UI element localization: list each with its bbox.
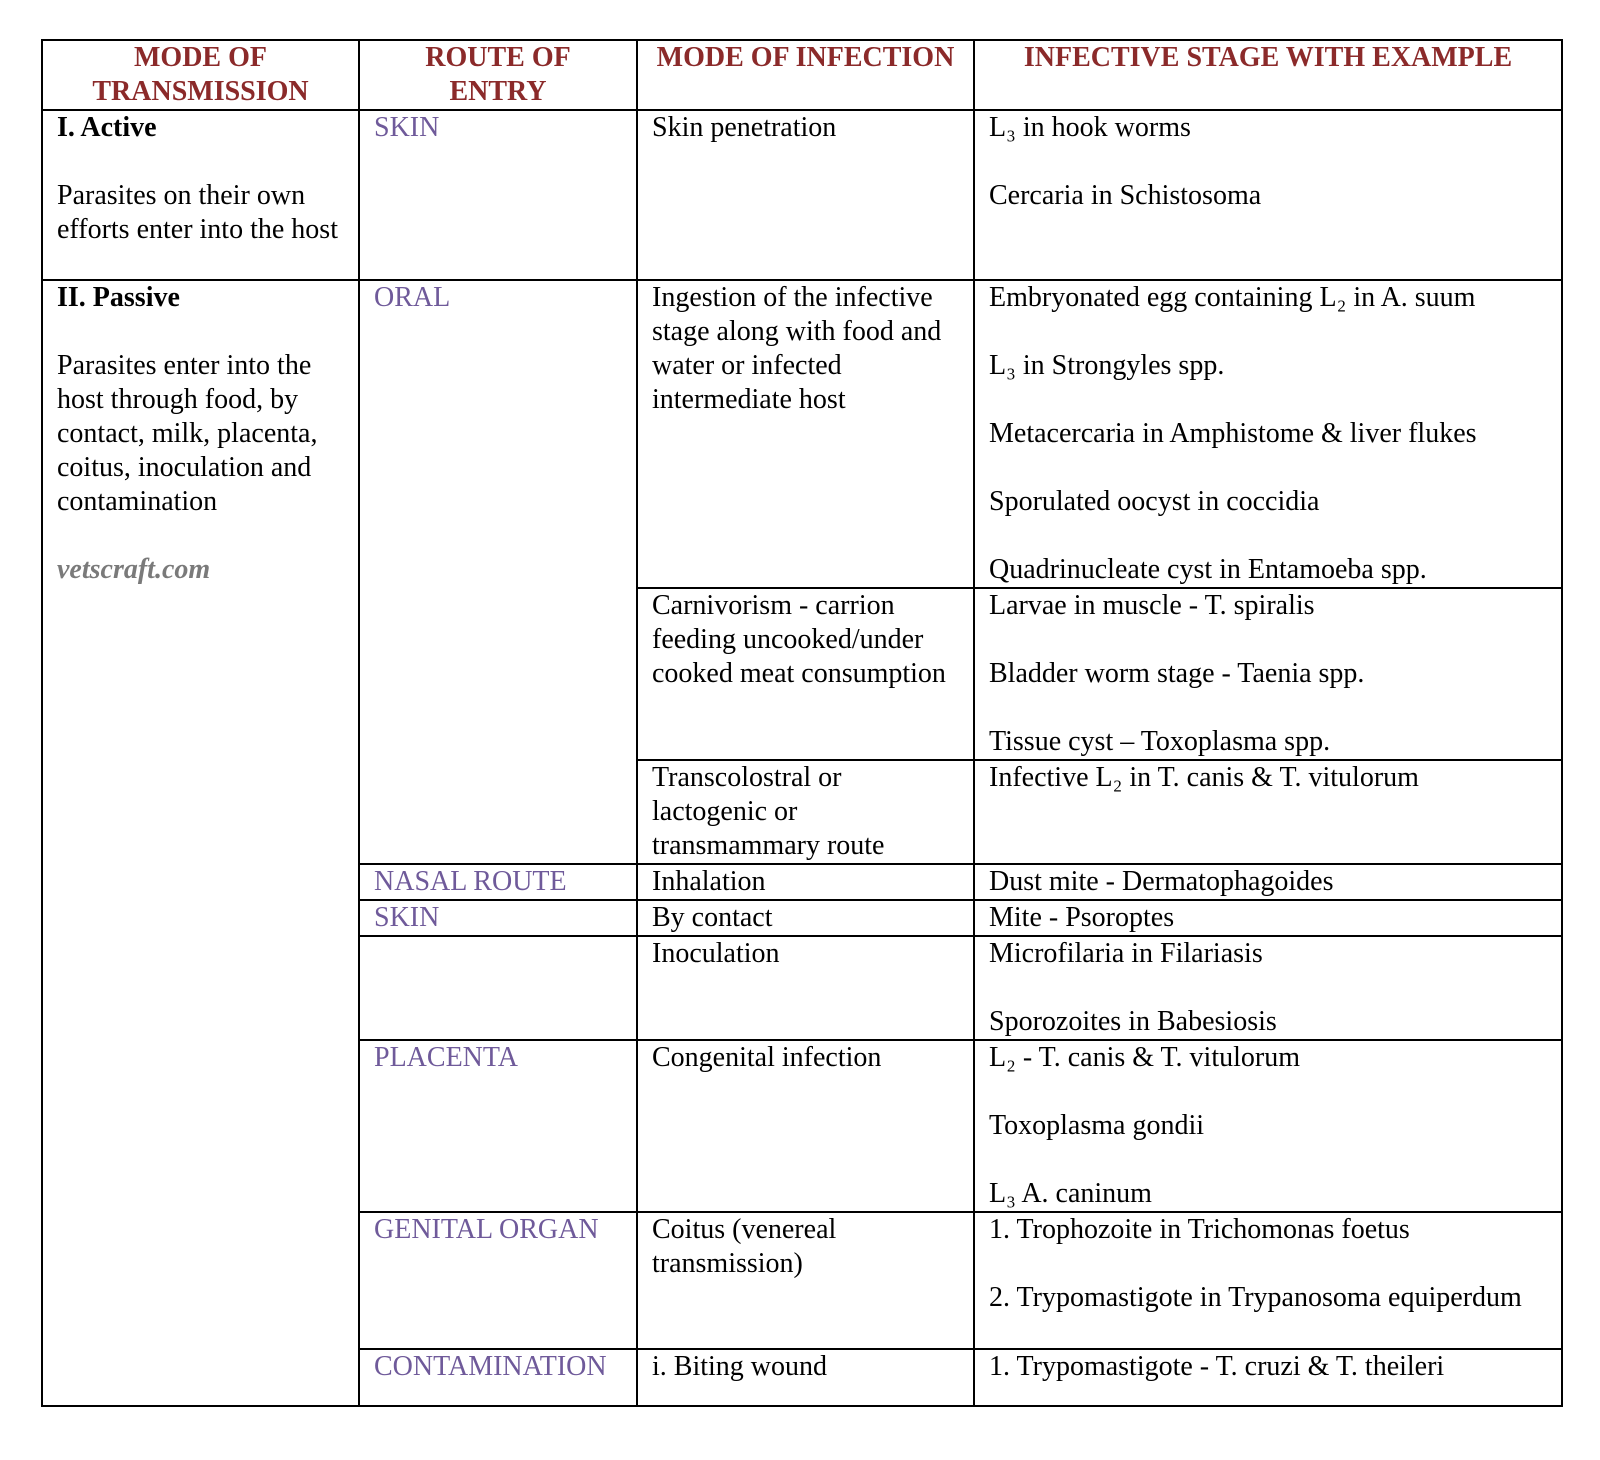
stage-item: 1. Trophozoite in Trichomonas foetus xyxy=(989,1214,1410,1245)
header-row xyxy=(42,40,1562,110)
route-cell: SKIN xyxy=(359,900,637,936)
infection-cell: Congenital infection xyxy=(637,1040,974,1212)
infection-cell: i. Biting wound xyxy=(637,1349,974,1406)
infection-cell: Inoculation xyxy=(637,936,974,1040)
infection-cell: Ingestion of the infective stage along with food and water or infected intermediate host xyxy=(637,280,974,588)
stage-item: Cercaria in Schistosoma xyxy=(989,180,1262,211)
stage-cell xyxy=(974,588,1562,760)
stage-cell xyxy=(974,1040,1562,1212)
stage-item: Toxoplasma gondii xyxy=(989,1110,1205,1141)
transmission-table xyxy=(41,39,1563,1407)
route-cell: GENITAL ORGAN xyxy=(359,1212,637,1349)
infection-cell: Transcolostral or lactogenic or transmammary route xyxy=(637,760,974,864)
table-row-active-skin xyxy=(42,110,1562,280)
stage-item: Metacercaria in Amphistome & liver flukes xyxy=(989,418,1477,449)
route-cell: CONTAMINATION xyxy=(359,1349,637,1406)
infection-cell: Carnivorism - carrion feeding uncooked/under cooked meat consumption xyxy=(637,588,974,760)
infection-cell: Coitus (venereal transmission) xyxy=(637,1212,974,1349)
stage-item: 2. Trypomastigote in Trypanosoma equiperdum xyxy=(989,1282,1522,1313)
mode-active-description: Parasites on their own efforts enter into the host xyxy=(57,180,338,245)
stage-cell xyxy=(974,110,1562,280)
stage-item: Sporozoites in Babesiosis xyxy=(989,1006,1277,1037)
route-cell: ORAL xyxy=(359,280,637,864)
route-cell xyxy=(359,936,637,1040)
mode-passive-cell xyxy=(42,280,359,1406)
stage-cell xyxy=(974,1349,1562,1406)
stage-item: Dust mite - Dermatophagoides xyxy=(989,866,1334,897)
stage-cell xyxy=(974,900,1562,936)
stage-item: L₃ in Strongyles spp. xyxy=(989,350,1225,381)
stage-item: L₂ - T. canis & T. vitulorum xyxy=(989,1042,1300,1073)
stage-cell xyxy=(974,280,1562,588)
watermark-text: vetscraft.com xyxy=(57,554,211,585)
mode-active-cell xyxy=(42,110,359,280)
header-mode-of-infection: MODE OF INFECTION xyxy=(637,40,974,110)
header-infective-stage: INFECTIVE STAGE WITH EXAMPLE xyxy=(974,40,1562,110)
header-route-of-entry: ROUTE OF ENTRY xyxy=(359,40,637,110)
infection-cell: Skin penetration xyxy=(637,110,974,280)
stage-item: Mite - Psoroptes xyxy=(989,902,1175,933)
stage-cell xyxy=(974,1212,1562,1349)
mode-active-title: I. Active xyxy=(57,112,157,143)
stage-item: Embryonated egg containing L₂ in A. suum xyxy=(989,282,1476,313)
stage-item: L₃ in hook worms xyxy=(989,112,1191,143)
route-cell: SKIN xyxy=(359,110,637,280)
mode-passive-title: II. Passive xyxy=(57,282,180,313)
route-cell: NASAL ROUTE xyxy=(359,864,637,900)
header-mode-of-transmission: MODE OF TRANSMISSION xyxy=(42,40,359,110)
stage-cell xyxy=(974,864,1562,900)
stage-item: Bladder worm stage - Taenia spp. xyxy=(989,658,1365,689)
stage-item: Tissue cyst – Toxoplasma spp. xyxy=(989,726,1331,757)
table-row-oral-ingestion xyxy=(42,280,1562,588)
stage-cell xyxy=(974,760,1562,864)
stage-item: Larvae in muscle - T. spiralis xyxy=(989,590,1315,621)
infection-cell: By contact xyxy=(637,900,974,936)
stage-item: Quadrinucleate cyst in Entamoeba spp. xyxy=(989,554,1427,585)
route-cell: PLACENTA xyxy=(359,1040,637,1212)
stage-item: 1. Trypomastigote - T. cruzi & T. theileri xyxy=(989,1351,1445,1382)
infection-cell: Inhalation xyxy=(637,864,974,900)
stage-item: L₃ A. caninum xyxy=(989,1178,1152,1209)
stage-item: Sporulated oocyst in coccidia xyxy=(989,486,1320,517)
stage-item: Infective L₂ in T. canis & T. vitulorum xyxy=(989,762,1419,793)
stage-item: Microfilaria in Filariasis xyxy=(989,938,1263,969)
mode-passive-description: Parasites enter into the host through food, by contact, milk, placenta, coitus, inoculation and contamination xyxy=(57,350,318,517)
stage-cell xyxy=(974,936,1562,1040)
